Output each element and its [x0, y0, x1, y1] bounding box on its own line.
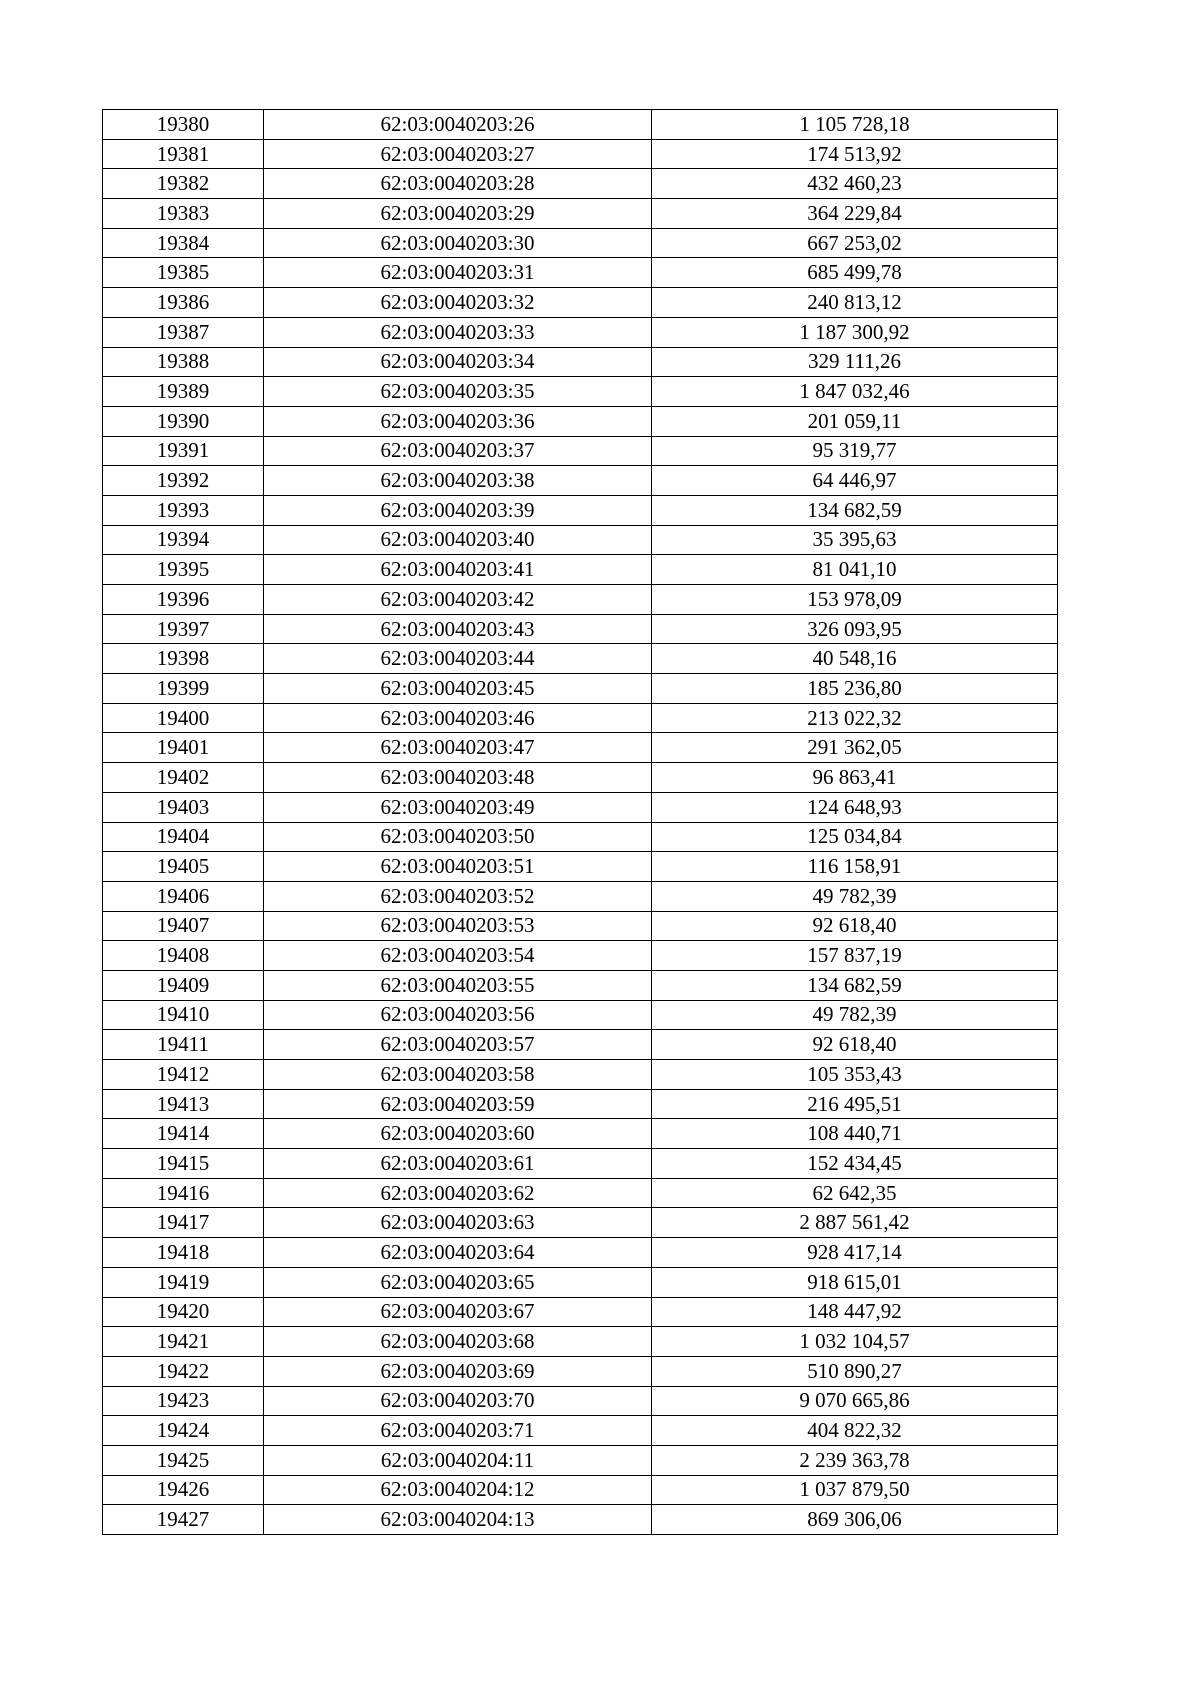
cadastral-number-cell: 62:03:0040203:53: [264, 911, 652, 941]
cadastral-number-cell: 62:03:0040203:43: [264, 614, 652, 644]
table-row: [103, 1416, 1058, 1446]
row-number-cell: 19393: [103, 495, 264, 525]
cadastral-number-cell: 62:03:0040204:13: [264, 1505, 652, 1535]
table-row: [103, 436, 1058, 466]
table-row: [103, 1356, 1058, 1386]
row-number-cell: 19381: [103, 139, 264, 169]
cadastral-value-cell: 2 887 561,42: [652, 1208, 1058, 1238]
row-number-cell: 19420: [103, 1297, 264, 1327]
cadastral-value-cell: 35 395,63: [652, 525, 1058, 555]
table-row: [103, 1000, 1058, 1030]
table-row: [103, 555, 1058, 585]
row-number-cell: 19409: [103, 970, 264, 1000]
table-row: [103, 406, 1058, 436]
cadastral-value-cell: 201 059,11: [652, 406, 1058, 436]
cadastral-number-cell: 62:03:0040203:29: [264, 199, 652, 229]
row-number-cell: 19395: [103, 555, 264, 585]
table-row: [103, 1475, 1058, 1505]
row-number-cell: 19416: [103, 1178, 264, 1208]
cadastral-number-cell: 62:03:0040203:32: [264, 288, 652, 318]
cadastral-number-cell: 62:03:0040203:33: [264, 317, 652, 347]
cadastral-number-cell: 62:03:0040204:11: [264, 1445, 652, 1475]
row-number-cell: 19407: [103, 911, 264, 941]
table-row: [103, 822, 1058, 852]
cadastral-value-cell: 148 447,92: [652, 1297, 1058, 1327]
cadastral-number-cell: 62:03:0040203:67: [264, 1297, 652, 1327]
table-row: [103, 169, 1058, 199]
row-number-cell: 19380: [103, 110, 264, 140]
table-row: [103, 199, 1058, 229]
cadastral-number-cell: 62:03:0040203:34: [264, 347, 652, 377]
cadastral-value-cell: 95 319,77: [652, 436, 1058, 466]
cadastral-number-cell: 62:03:0040203:41: [264, 555, 652, 585]
cadastral-number-cell: 62:03:0040203:68: [264, 1327, 652, 1357]
cadastral-value-cell: 2 239 363,78: [652, 1445, 1058, 1475]
table-row: [103, 792, 1058, 822]
table-row: [103, 1297, 1058, 1327]
cadastral-number-cell: 62:03:0040203:35: [264, 377, 652, 407]
table-row: [103, 585, 1058, 615]
cadastral-number-cell: 62:03:0040203:50: [264, 822, 652, 852]
cadastral-value-cell: 510 890,27: [652, 1356, 1058, 1386]
row-number-cell: 19424: [103, 1416, 264, 1446]
table-row: [103, 525, 1058, 555]
table-row: [103, 377, 1058, 407]
table-row: [103, 228, 1058, 258]
row-number-cell: 19418: [103, 1238, 264, 1268]
cadastral-value-cell: 404 822,32: [652, 1416, 1058, 1446]
cadastral-value-cell: 216 495,51: [652, 1089, 1058, 1119]
cadastral-value-cell: 49 782,39: [652, 1000, 1058, 1030]
cadastral-value-cell: 64 446,97: [652, 466, 1058, 496]
cadastral-value-cell: 49 782,39: [652, 881, 1058, 911]
row-number-cell: 19406: [103, 881, 264, 911]
row-number-cell: 19415: [103, 1149, 264, 1179]
row-number-cell: 19414: [103, 1119, 264, 1149]
row-number-cell: 19387: [103, 317, 264, 347]
cadastral-number-cell: 62:03:0040203:64: [264, 1238, 652, 1268]
table-row: [103, 1030, 1058, 1060]
row-number-cell: 19392: [103, 466, 264, 496]
row-number-cell: 19403: [103, 792, 264, 822]
cadastral-value-cell: 174 513,92: [652, 139, 1058, 169]
cadastral-value-cell: 667 253,02: [652, 228, 1058, 258]
cadastral-number-cell: 62:03:0040203:58: [264, 1060, 652, 1090]
row-number-cell: 19385: [103, 258, 264, 288]
cadastral-number-cell: 62:03:0040203:27: [264, 139, 652, 169]
cadastral-number-cell: 62:03:0040203:65: [264, 1267, 652, 1297]
cadastral-number-cell: 62:03:0040203:55: [264, 970, 652, 1000]
table-row: [103, 1178, 1058, 1208]
cadastral-value-cell: 9 070 665,86: [652, 1386, 1058, 1416]
cadastral-value-cell: 153 978,09: [652, 585, 1058, 615]
row-number-cell: 19389: [103, 377, 264, 407]
cadastral-value-cell: 185 236,80: [652, 674, 1058, 704]
cadastral-value-cell: 81 041,10: [652, 555, 1058, 585]
cadastral-value-cell: 918 615,01: [652, 1267, 1058, 1297]
row-number-cell: 19423: [103, 1386, 264, 1416]
row-number-cell: 19402: [103, 763, 264, 793]
cadastral-number-cell: 62:03:0040203:28: [264, 169, 652, 199]
cadastral-value-cell: 291 362,05: [652, 733, 1058, 763]
cadastral-value-cell: 432 460,23: [652, 169, 1058, 199]
row-number-cell: 19386: [103, 288, 264, 318]
cadastral-number-cell: 62:03:0040203:57: [264, 1030, 652, 1060]
cadastral-value-cell: 92 618,40: [652, 911, 1058, 941]
cadastral-value-cell: 125 034,84: [652, 822, 1058, 852]
cadastral-value-cell: 134 682,59: [652, 495, 1058, 525]
cadastral-value-cell: 1 187 300,92: [652, 317, 1058, 347]
cadastral-value-cell: 96 863,41: [652, 763, 1058, 793]
cadastral-value-cell: 116 158,91: [652, 852, 1058, 882]
row-number-cell: 19404: [103, 822, 264, 852]
cadastral-number-cell: 62:03:0040203:30: [264, 228, 652, 258]
cadastral-number-cell: 62:03:0040203:26: [264, 110, 652, 140]
cadastral-value-cell: 1 037 879,50: [652, 1475, 1058, 1505]
table-row: [103, 1208, 1058, 1238]
table-row: [103, 1119, 1058, 1149]
table-row: [103, 911, 1058, 941]
row-number-cell: 19425: [103, 1445, 264, 1475]
table-row: [103, 733, 1058, 763]
cadastral-value-cell: 364 229,84: [652, 199, 1058, 229]
cadastral-number-cell: 62:03:0040203:60: [264, 1119, 652, 1149]
cadastral-value-cell: 124 648,93: [652, 792, 1058, 822]
table-row: [103, 347, 1058, 377]
row-number-cell: 19410: [103, 1000, 264, 1030]
row-number-cell: 19400: [103, 703, 264, 733]
cadastral-value-cell: 152 434,45: [652, 1149, 1058, 1179]
cadastral-value-cell: 40 548,16: [652, 644, 1058, 674]
cadastral-number-cell: 62:03:0040203:45: [264, 674, 652, 704]
row-number-cell: 19417: [103, 1208, 264, 1238]
row-number-cell: 19382: [103, 169, 264, 199]
cadastral-number-cell: 62:03:0040203:44: [264, 644, 652, 674]
cadastral-number-cell: 62:03:0040203:69: [264, 1356, 652, 1386]
cadastral-value-cell: 62 642,35: [652, 1178, 1058, 1208]
row-number-cell: 19426: [103, 1475, 264, 1505]
row-number-cell: 19419: [103, 1267, 264, 1297]
row-number-cell: 19391: [103, 436, 264, 466]
table-row: [103, 1238, 1058, 1268]
cadastral-number-cell: 62:03:0040203:62: [264, 1178, 652, 1208]
table-body: [103, 110, 1058, 1535]
cadastral-value-cell: 1 847 032,46: [652, 377, 1058, 407]
row-number-cell: 19397: [103, 614, 264, 644]
cadastral-number-cell: 62:03:0040203:38: [264, 466, 652, 496]
cadastral-number-cell: 62:03:0040203:49: [264, 792, 652, 822]
cadastral-value-cell: 134 682,59: [652, 970, 1058, 1000]
table-row: [103, 1089, 1058, 1119]
cadastral-value-cell: 105 353,43: [652, 1060, 1058, 1090]
cadastral-value-table: [102, 109, 1058, 1535]
cadastral-value-cell: 869 306,06: [652, 1505, 1058, 1535]
row-number-cell: 19421: [103, 1327, 264, 1357]
cadastral-number-cell: 62:03:0040203:54: [264, 941, 652, 971]
cadastral-value-cell: 108 440,71: [652, 1119, 1058, 1149]
cadastral-number-cell: 62:03:0040203:36: [264, 406, 652, 436]
table-row: [103, 941, 1058, 971]
cadastral-value-cell: 92 618,40: [652, 1030, 1058, 1060]
cadastral-number-cell: 62:03:0040203:37: [264, 436, 652, 466]
cadastral-value-cell: 1 032 104,57: [652, 1327, 1058, 1357]
table-row: [103, 1149, 1058, 1179]
table-row: [103, 258, 1058, 288]
cadastral-value-cell: 213 022,32: [652, 703, 1058, 733]
cadastral-value-cell: 157 837,19: [652, 941, 1058, 971]
table-row: [103, 1505, 1058, 1535]
row-number-cell: 19413: [103, 1089, 264, 1119]
cadastral-value-cell: 326 093,95: [652, 614, 1058, 644]
cadastral-number-cell: 62:03:0040204:12: [264, 1475, 652, 1505]
table-row: [103, 317, 1058, 347]
table-row: [103, 495, 1058, 525]
row-number-cell: 19405: [103, 852, 264, 882]
row-number-cell: 19401: [103, 733, 264, 763]
cadastral-number-cell: 62:03:0040203:31: [264, 258, 652, 288]
table-row: [103, 614, 1058, 644]
row-number-cell: 19388: [103, 347, 264, 377]
table-row: [103, 1060, 1058, 1090]
table-row: [103, 110, 1058, 140]
cadastral-number-cell: 62:03:0040203:39: [264, 495, 652, 525]
table-row: [103, 466, 1058, 496]
table-row: [103, 674, 1058, 704]
row-number-cell: 19408: [103, 941, 264, 971]
row-number-cell: 19390: [103, 406, 264, 436]
row-number-cell: 19384: [103, 228, 264, 258]
cadastral-number-cell: 62:03:0040203:40: [264, 525, 652, 555]
row-number-cell: 19399: [103, 674, 264, 704]
cadastral-number-cell: 62:03:0040203:52: [264, 881, 652, 911]
cadastral-number-cell: 62:03:0040203:59: [264, 1089, 652, 1119]
table-row: [103, 852, 1058, 882]
cadastral-value-cell: 685 499,78: [652, 258, 1058, 288]
row-number-cell: 19427: [103, 1505, 264, 1535]
row-number-cell: 19383: [103, 199, 264, 229]
cadastral-value-cell: 928 417,14: [652, 1238, 1058, 1268]
table-row: [103, 881, 1058, 911]
cadastral-number-cell: 62:03:0040203:70: [264, 1386, 652, 1416]
cadastral-number-cell: 62:03:0040203:51: [264, 852, 652, 882]
table-row: [103, 139, 1058, 169]
row-number-cell: 19398: [103, 644, 264, 674]
row-number-cell: 19396: [103, 585, 264, 615]
cadastral-number-cell: 62:03:0040203:42: [264, 585, 652, 615]
row-number-cell: 19422: [103, 1356, 264, 1386]
table-row: [103, 288, 1058, 318]
cadastral-number-cell: 62:03:0040203:71: [264, 1416, 652, 1446]
table-row: [103, 1267, 1058, 1297]
table-row: [103, 970, 1058, 1000]
cadastral-number-cell: 62:03:0040203:47: [264, 733, 652, 763]
table-row: [103, 763, 1058, 793]
cadastral-number-cell: 62:03:0040203:46: [264, 703, 652, 733]
row-number-cell: 19411: [103, 1030, 264, 1060]
table-row: [103, 1386, 1058, 1416]
cadastral-number-cell: 62:03:0040203:48: [264, 763, 652, 793]
table-row: [103, 703, 1058, 733]
table-row: [103, 1327, 1058, 1357]
table-row: [103, 1445, 1058, 1475]
cadastral-number-cell: 62:03:0040203:61: [264, 1149, 652, 1179]
cadastral-value-cell: 329 111,26: [652, 347, 1058, 377]
cadastral-value-cell: 1 105 728,18: [652, 110, 1058, 140]
cadastral-number-cell: 62:03:0040203:63: [264, 1208, 652, 1238]
cadastral-number-cell: 62:03:0040203:56: [264, 1000, 652, 1030]
table-row: [103, 644, 1058, 674]
row-number-cell: 19394: [103, 525, 264, 555]
cadastral-value-cell: 240 813,12: [652, 288, 1058, 318]
row-number-cell: 19412: [103, 1060, 264, 1090]
